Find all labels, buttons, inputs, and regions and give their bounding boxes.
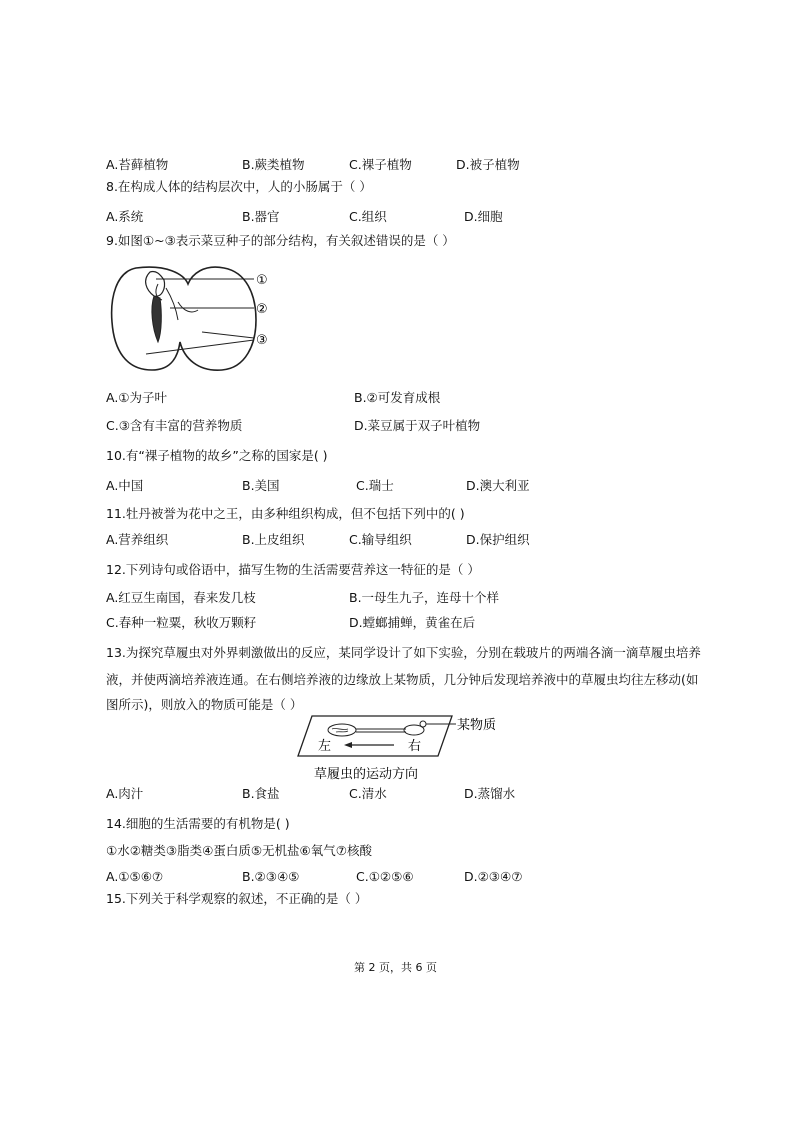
q8-stem: 8.在构成人体的结构层次中，人的小肠属于（ ）	[106, 179, 372, 194]
label-1: ①	[256, 273, 268, 288]
q9-option-d: D.菜豆属于双子叶植物	[354, 418, 481, 433]
q8-option-a: A.系统	[106, 209, 144, 224]
q11-option-b: B.上皮组织	[242, 532, 305, 547]
q7-option-b: B.蕨类植物	[242, 157, 305, 172]
right-label: 右	[408, 739, 422, 754]
q7-option-c: C.裸子植物	[349, 157, 412, 172]
q14-option-c: C.①②⑤⑥	[356, 869, 414, 884]
q13-stem-line-1: 13.为探究草履虫对外界刺激做出的反应，某同学设计了如下实验，分别在载玻片的两端各滴一滴草履虫培养	[106, 645, 701, 660]
q14-option-b: B.②③④⑤	[242, 869, 300, 884]
q12-option-d: D.螳螂捕蝉，黄雀在后	[349, 615, 476, 630]
q13-option-c: C.清水	[349, 786, 387, 801]
left-drop	[328, 724, 356, 736]
q14-option-d: D.②③④⑦	[464, 869, 523, 884]
q12-option-c: C.春种一粒粟，秋收万颗籽	[106, 615, 257, 630]
q14-option-a: A.①⑤⑥⑦	[106, 869, 164, 884]
q13-stem-line-2: 液，并使两滴培养液连通。在右侧培养液的边缘放上某物质，几分钟后发现培养液中的草履虫均往左移动(如	[106, 672, 699, 687]
substance-label: 某物质	[457, 718, 497, 733]
q11-option-a: A.营养组织	[106, 532, 169, 547]
left-label: 左	[318, 739, 332, 754]
q12-option-b: B.一母生九子，连母十个样	[349, 590, 500, 605]
q14-items: ①水②糖类③脂类④蛋白质⑤无机盐⑥氧气⑦核酸	[106, 843, 372, 858]
q10-option-a: A.中国	[106, 478, 144, 493]
figure-caption: 草履虫的运动方向	[314, 767, 419, 782]
q13-stem-line-3: 图所示)，则放入的物质可能是（ ）	[106, 697, 303, 712]
q8-option-d: D.细胞	[464, 209, 503, 224]
bean-seed-figure	[106, 258, 286, 378]
q9-option-a: A.①为子叶	[106, 390, 168, 405]
q9-option-b: B.②可发育成根	[354, 390, 441, 405]
q14-stem: 14.细胞的生活需要的有机物是( )	[106, 816, 290, 831]
leader-line-3a	[202, 332, 254, 338]
q8-option-b: B.器官	[242, 209, 280, 224]
q7-option-a: A.苔藓植物	[106, 157, 169, 172]
leader-line-3b	[146, 340, 254, 354]
q10-stem: 10.有“裸子植物的故乡”之称的国家是( )	[106, 448, 328, 463]
paramecium-figure	[290, 712, 520, 784]
page-footer: 第 2 页，共 6 页	[354, 961, 437, 974]
q15-stem: 15.下列关于科学观察的叙述，不正确的是（ ）	[106, 891, 368, 906]
q11-option-c: C.输导组织	[349, 532, 412, 547]
q8-option-c: C.组织	[349, 209, 387, 224]
q13-option-d: D.蒸馏水	[464, 786, 516, 801]
q10-option-b: B.美国	[242, 478, 280, 493]
q10-option-d: D.澳大利亚	[466, 478, 530, 493]
label-3: ③	[256, 333, 268, 348]
substance-marker	[420, 721, 426, 727]
q9-stem: 9.如图①~③表示菜豆种子的部分结构，有关叙述错误的是（ ）	[106, 233, 455, 248]
q12-stem: 12.下列诗句或俗语中，描写生物的生活需要营养这一特征的是（ ）	[106, 562, 480, 577]
q12-option-a: A.红豆生南国，春来发几枝	[106, 590, 256, 605]
q10-option-c: C.瑞士	[356, 478, 394, 493]
label-2: ②	[256, 302, 268, 317]
q11-option-d: D.保护组织	[466, 532, 530, 547]
q7-option-d: D.被子植物	[456, 157, 520, 172]
q11-stem: 11.牡丹被誉为花中之王，由多种组织构成，但不包括下列中的( )	[106, 506, 465, 521]
q9-option-c: C.③含有丰富的营养物质	[106, 418, 243, 433]
q13-option-a: A.肉汁	[106, 786, 144, 801]
q13-option-b: B.食盐	[242, 786, 280, 801]
